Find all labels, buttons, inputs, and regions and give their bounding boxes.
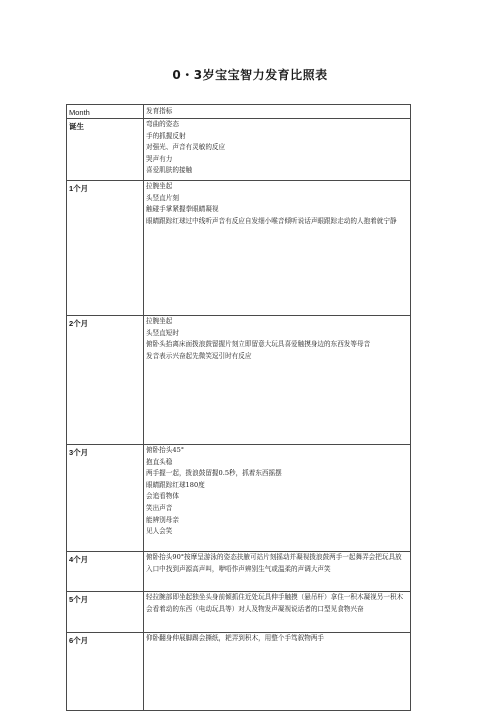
indicator-item: 头竖直片刻: [146, 193, 179, 202]
indicator-item: 抱直头稳: [146, 457, 173, 466]
indicator-cell: [144, 119, 411, 181]
development-table: [66, 104, 411, 711]
table-row: [67, 445, 411, 552]
header-indicator-label: 发育指标: [146, 107, 173, 115]
month-label: 2个月: [69, 319, 89, 328]
indicator-list: [144, 592, 410, 615]
indicator-item: 会追看物体: [146, 492, 179, 501]
month-cell: [67, 633, 144, 711]
indicator-item: 发音表示兴奋起先微笑逗引时有反应: [146, 351, 252, 360]
indicator-list: [144, 119, 410, 180]
indicator-item: 仰卧翻身伸展脚踢会撕纸，耙弄到积木，用整个手笃叙物两手: [146, 634, 325, 642]
indicator-item: 轻拉腕部即坐起独坐头身前倾抓住近处玩具伸手触摸（悬吊杆）拿住一积木凝视另一积木会看着动的东西（电动玩具等）对人及物发声凝视说话者的口型见食物兴奋: [146, 593, 404, 613]
indicator-item: 能辨别母亲: [146, 515, 179, 524]
indicator-cell: [144, 316, 411, 445]
indicator-item: 笑出声音: [146, 503, 173, 512]
month-cell: [67, 445, 144, 552]
indicator-item: 眼睛跟踪红球过中线听声音有反应自发细小喉音倾听说话声眼跟踪走动的人抱着就宁静: [146, 216, 397, 225]
month-cell: [67, 119, 144, 181]
indicator-item: 喜爱肌肤的接触: [146, 166, 193, 175]
indicator-item: 俯卧头抬离床面拨浪鼓留握片刻立即留意大玩具喜爱触摸身边的东西发等母音: [146, 340, 371, 349]
page-title: 0・3岁宝宝智力发育比照表: [172, 68, 328, 82]
indicator-item: 眼睛跟踪红球180度: [146, 480, 205, 489]
header-cell-indicator: [144, 105, 411, 119]
indicator-item: 两手握一起，拨浪鼓留握0.5秒，抓着东西摇摆: [146, 469, 282, 478]
indicator-item: 手的抓握反射: [146, 131, 186, 140]
month-cell: [67, 181, 144, 316]
indicator-cell: [144, 592, 411, 633]
indicator-item: 见人会笑: [146, 527, 173, 536]
table-header-row: [67, 105, 411, 119]
indicator-item: 触碰手掌紧握拳眼睛凝视: [146, 205, 219, 214]
indicator-item: 对强光、声音有灵敏的反应: [146, 143, 226, 152]
month-label: 6个月: [69, 636, 89, 645]
month-label: 3个月: [69, 448, 89, 457]
header-month-label: Month: [69, 108, 90, 117]
table-row: [67, 316, 411, 445]
indicator-item: 哭声有力: [146, 154, 173, 163]
table-row: [67, 119, 411, 181]
indicator-list: [144, 633, 410, 645]
indicator-cell: [144, 552, 411, 592]
table-row: [67, 592, 411, 633]
indicator-item: 弯曲的姿态: [146, 120, 179, 128]
indicator-item: 俯卧抬头45°: [146, 446, 185, 454]
table-row: [67, 552, 411, 592]
indicator-list: [144, 316, 410, 362]
month-label: 诞生: [69, 122, 84, 131]
table-row: [67, 633, 411, 711]
table-row: [67, 181, 411, 316]
header-cell-month: [67, 105, 144, 119]
month-cell: [67, 316, 144, 445]
indicator-list: [144, 445, 410, 551]
indicator-item: 拉腕坐起: [146, 317, 173, 325]
month-label: 4个月: [69, 555, 89, 564]
month-label: 5个月: [69, 595, 89, 604]
month-label: 1个月: [69, 184, 89, 193]
indicator-cell: [144, 633, 411, 711]
indicator-list: [144, 552, 410, 575]
indicator-item: 拉腕坐起: [146, 182, 173, 190]
month-cell: [67, 592, 144, 633]
indicator-cell: [144, 181, 411, 316]
indicator-cell: [144, 445, 411, 552]
indicator-item: 俯卧抬头90°按摩呈游泳的姿态扶腋可站片刻摇动并凝视拨浪鼓两手一起舞弄会把玩具放入口中找到声源高声叫，咿唔作声辨别生气或温柔的声调大声笑: [146, 553, 402, 573]
indicator-item: 头竖直短时: [146, 328, 179, 337]
month-cell: [67, 552, 144, 592]
indicator-list: [144, 181, 410, 227]
